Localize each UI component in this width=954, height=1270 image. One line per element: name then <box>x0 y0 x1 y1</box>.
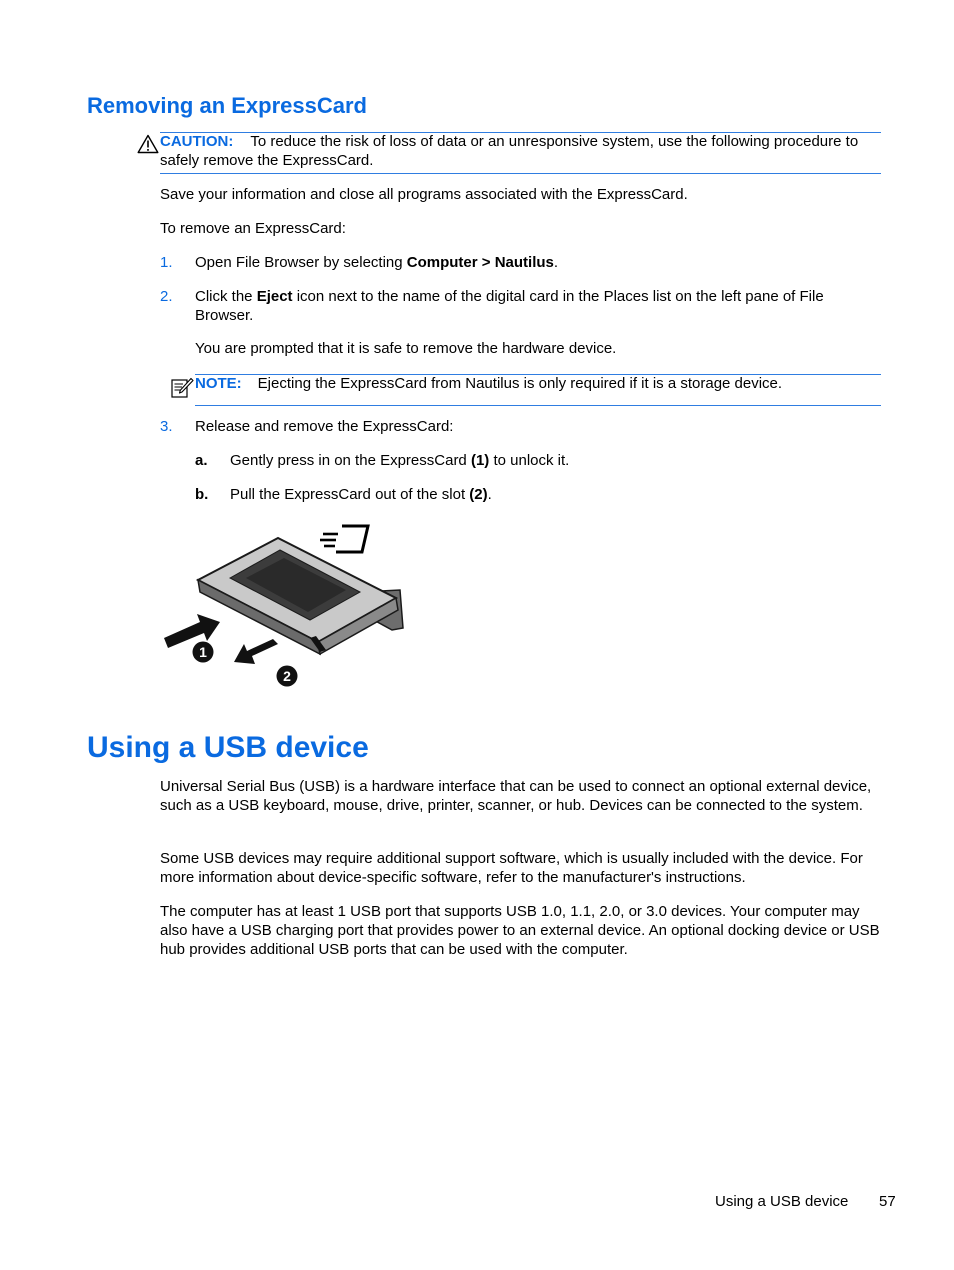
caution-text <box>160 132 881 170</box>
substep-label-b: b. <box>195 486 209 503</box>
usb-paragraph-2: Some USB devices may require additional support software, which is usually included with the device. For more information about device-specific software, refer to the manufacturer's instructions. <box>160 850 863 886</box>
section-title-using-usb-device: Using a USB device <box>87 731 369 764</box>
pull-arrow-icon <box>234 639 278 664</box>
footer-section-name: Using a USB device <box>715 1193 849 1210</box>
caution-body: To reduce the risk of loss of data or an unresponsive system, use the following procedure to safely remove the ExpressCard. <box>160 133 859 169</box>
usb-paragraph-1: Universal Serial Bus (USB) is a hardware interface that can be used to connect an optional external device, such as a USB keyboard, mouse, drive, printer, scanner, or hub. Devices can be connected to the system. <box>160 778 872 814</box>
note-pencil-icon <box>170 376 194 400</box>
step-1-text <box>195 253 880 272</box>
paragraph-to-remove: To remove an ExpressCard: <box>160 220 346 237</box>
substep-b-post: . <box>487 486 492 503</box>
step-2-bold: Eject <box>256 288 293 305</box>
substep-a-post: to unlock it. <box>489 452 570 469</box>
step-number-1: 1. <box>160 254 173 271</box>
substep-b-pre: Pull the ExpressCard out of the slot <box>230 486 470 503</box>
eject-motion-icon <box>320 526 368 552</box>
step-1-post: . <box>553 254 559 271</box>
step-2-pre: Click the <box>195 288 257 305</box>
paragraph-save-info: Save your information and close all programs associated with the ExpressCard. <box>160 186 688 203</box>
substep-b-bold: (2) <box>469 486 488 503</box>
callout-2-label: 2 <box>283 668 291 684</box>
expresscard <box>198 538 398 654</box>
substep-a-text <box>230 451 880 470</box>
page-number: 57 <box>879 1193 896 1210</box>
note-text <box>195 374 881 393</box>
step-1-bold: Computer > Nautilus <box>406 254 554 271</box>
callout-1-label: 1 <box>199 644 207 660</box>
usb-paragraph-3: The computer has at least 1 USB port that supports USB 1.0, 1.1, 2.0, or 3.0 devices. Your computer may also have a USB charging port that provides power to an external device. An optional docking device or USB hub provides additional USB ports that can be used with the computer. <box>160 903 880 958</box>
step-2-post: icon next to the name of the digital card in the Places list on the left pane of File Browser. <box>195 288 824 324</box>
warning-triangle-icon <box>137 134 159 154</box>
substep-a-pre: Gently press in on the ExpressCard <box>230 452 471 469</box>
step-1-pre: Open File Browser by selecting <box>195 254 407 271</box>
step-number-2: 2. <box>160 288 173 305</box>
substep-a-bold: (1) <box>470 452 490 469</box>
substep-label-a: a. <box>195 452 208 469</box>
caution-label: CAUTION: <box>160 133 234 150</box>
note-body: Ejecting the ExpressCard from Nautilus is only required if it is a storage device. <box>257 375 783 392</box>
push-arrow-icon <box>164 614 220 648</box>
step-2-followup: You are prompted that it is safe to remove the hardware device. <box>195 340 617 357</box>
section-title-removing-expresscard: Removing an ExpressCard <box>87 93 367 118</box>
note-label: NOTE: <box>195 375 242 392</box>
step-2-text <box>195 287 880 325</box>
substep-b-text <box>230 485 880 504</box>
step-number-3: 3. <box>160 418 173 435</box>
step-3-text: Release and remove the ExpressCard: <box>195 418 454 435</box>
expresscard-figure <box>160 520 410 692</box>
